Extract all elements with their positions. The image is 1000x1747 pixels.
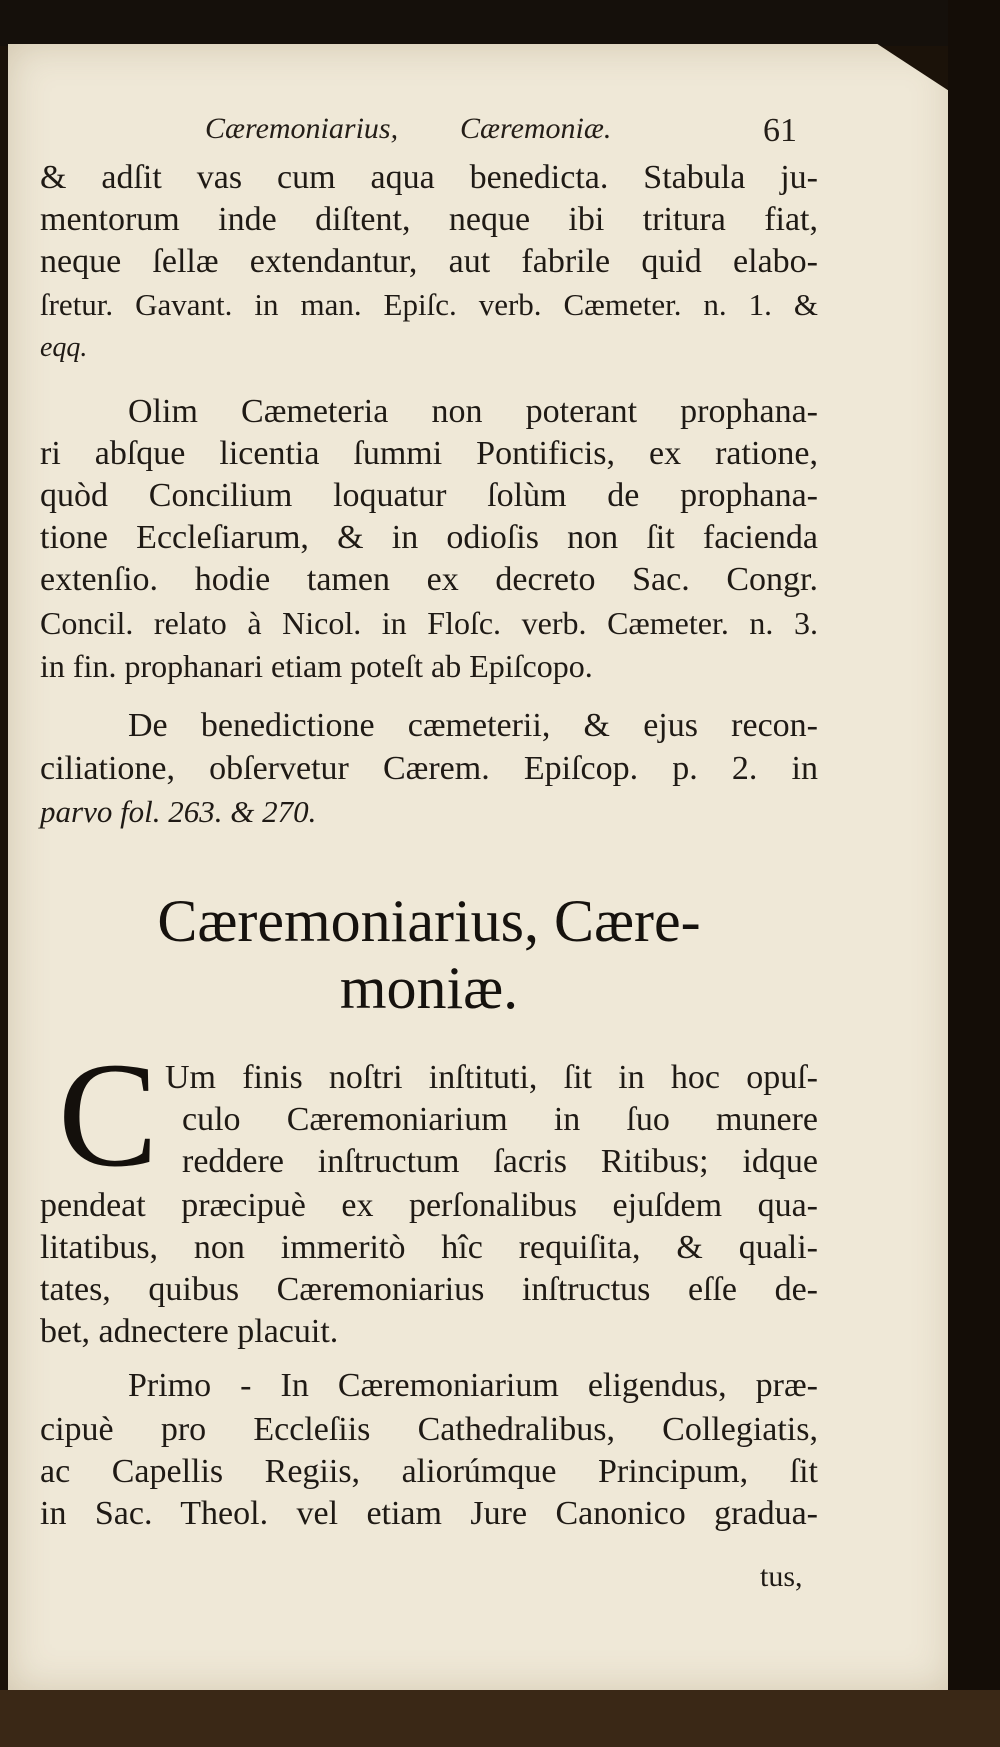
scan-background-right [948,0,1000,1747]
text-line: De benedictione cæmeterii, & ejus recon- [128,707,818,744]
text-line: cipuè pro Eccleſiis Cathedralibus, Collegiatis, [40,1411,818,1448]
text-line: reddere inſtructum ſacris Ritibus; idque [182,1143,818,1180]
scan-background-bottom [0,1690,1000,1747]
text-line: pendeat præcipuè ex perſonalibus ejuſdem qua- [40,1187,818,1224]
text-line: in fin. prophanari etiam poteſt ab Epiſcopo. [40,648,593,684]
text-line: Concil. relato à Nicol. in Floſc. verb. Cæmeter. n. 3. [40,605,818,641]
section-heading-line-1: Cæremoniarius, Cære- [157,888,701,954]
text-line: ſretur. Gavant. in man. Epiſc. verb. Cæmeter. n. 1. & [40,287,818,322]
text-line: in Sac. Theol. vel etiam Jure Canonico gradua- [40,1495,818,1532]
text-line: litatibus, non immeritò hîc requiſita, & quali- [40,1229,818,1266]
text-line: culo Cæremoniarium in ſuo munere [182,1101,818,1138]
running-header-right: Cæremoniæ. [460,112,612,145]
text-line: neque ſellæ extendantur, aut fabrile quid elabo- [40,243,818,280]
section-heading-line-2: moniæ. [339,955,519,1021]
text-line: ciliatione, obſervetur Cærem. Epiſcop. p. 2. in [40,750,818,787]
drop-cap: C [58,1032,159,1198]
text-line: & adſit vas cum aqua benedicta. Stabula ju- [40,159,818,196]
text-line: extenſio. hodie tamen ex decreto Sac. Congr. [40,561,818,598]
catchword: tus, [760,1560,803,1593]
text-line: Um finis noſtri inſtituti, ſit in hoc opuſ- [165,1059,818,1096]
text-line: ri abſque licentia ſummi Pontificis, ex ratione, [40,435,818,472]
text-line: parvo fol. 263. & 270. [40,794,317,829]
text-line: tione Eccleſiarum, & in odioſis non ſit facienda [40,519,818,556]
running-header [0,112,1000,152]
running-header-left: Cæremoniarius, [205,112,399,145]
text-line: ac Capellis Regiis, aliorúmque Principum, ſit [40,1453,818,1490]
page-number: 61 [763,112,797,149]
scan-background-top [0,0,1000,46]
text-line: eqq. [40,332,88,363]
text-line: Olim Cæmeteria non poterant prophana- [128,393,818,430]
text-line: tates, quibus Cæremoniarius inſtructus eſſe de- [40,1271,818,1308]
text-line: bet, adnectere placuit. [40,1313,339,1350]
text-line: mentorum inde diſtent, neque ibi tritura fiat, [40,201,818,238]
text-line: Primo - In Cæremoniarium eligendus, præ- [128,1367,818,1404]
text-line: quòd Concilium loquatur ſolùm de prophana- [40,477,818,514]
